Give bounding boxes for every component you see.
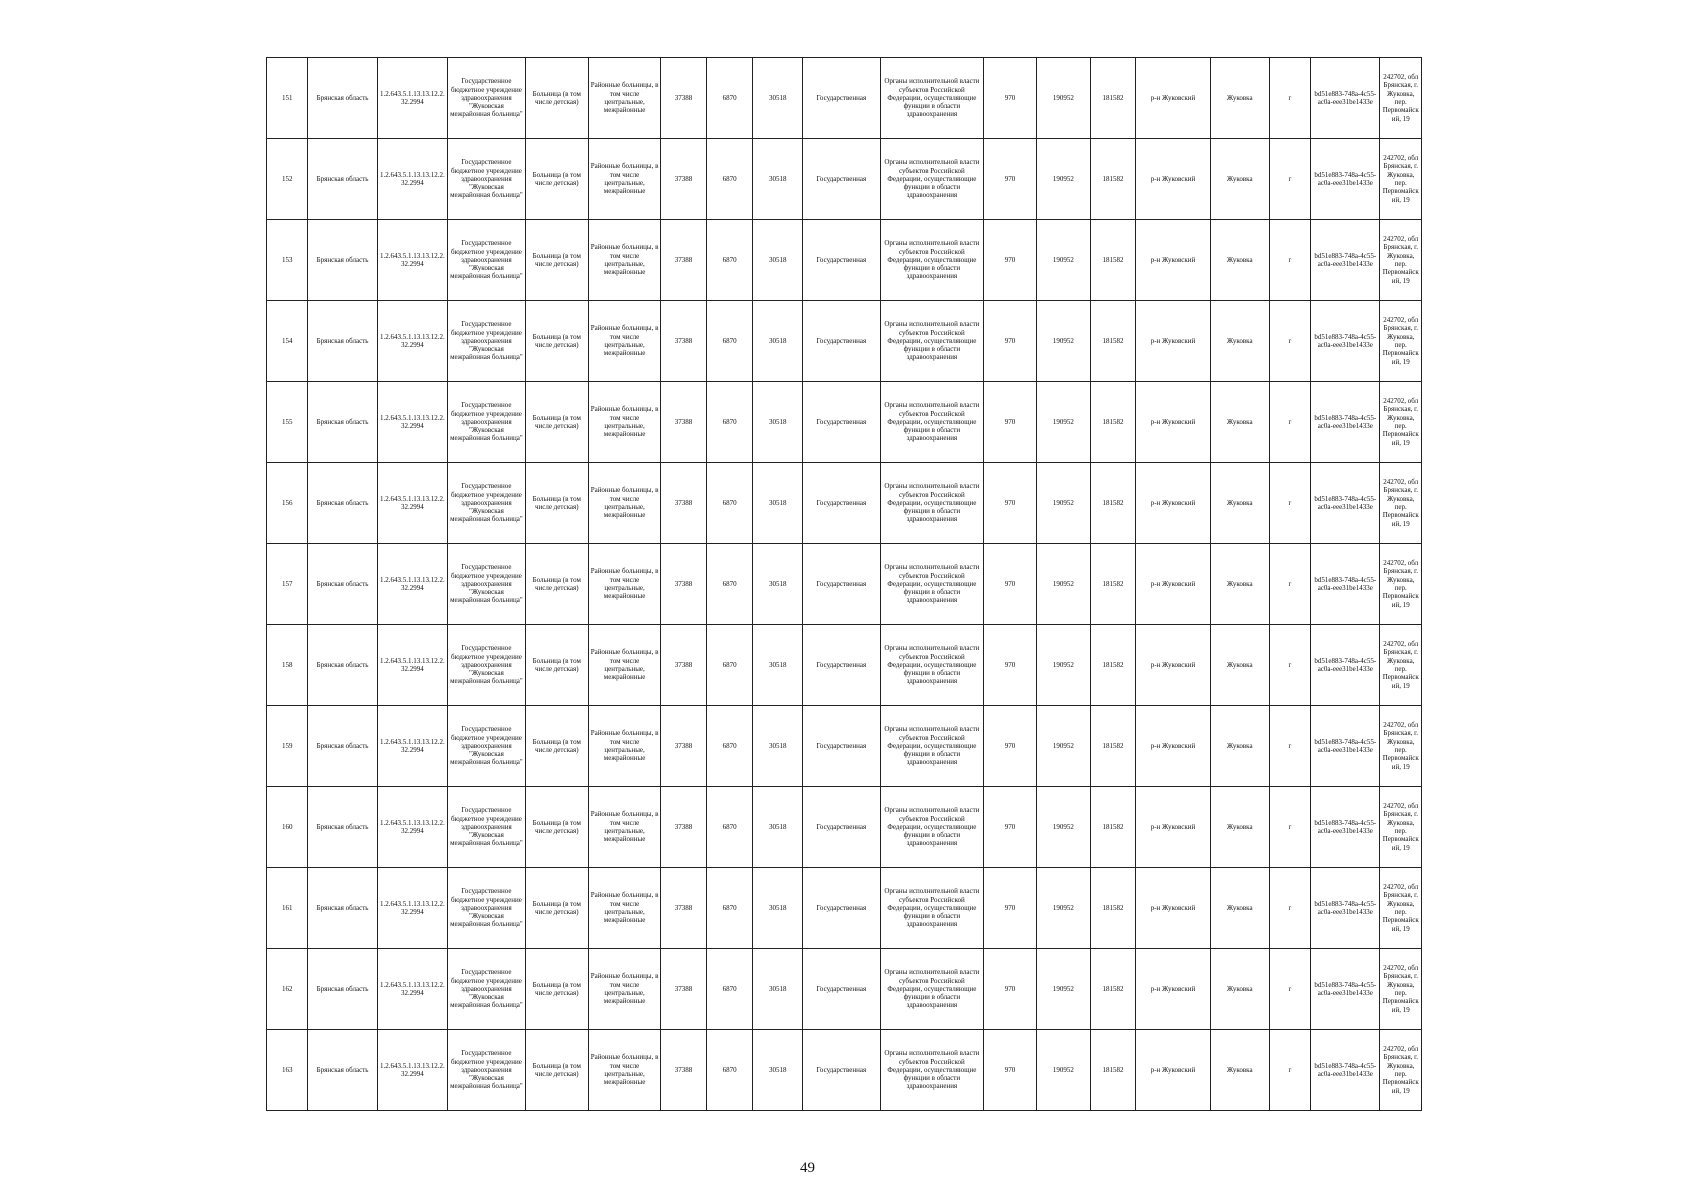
value-cell-3: 30518 [753,301,803,382]
value-cell-5: 190952 [1036,544,1090,625]
authority-cell: Органы исполнительной власти субъектов Российской Федерации, осуществляющие функции в области здравоохранения [880,301,983,382]
settlement-cell: Жуковка [1210,544,1269,625]
facility-type-cell: Больница (в том числе детская) [525,868,588,949]
settlement-cell: Жуковка [1210,139,1269,220]
authority-cell: Органы исполнительной власти субъектов Российской Федерации, осуществляющие функции в области здравоохранения [880,625,983,706]
settlement-type-cell: г [1269,949,1310,1030]
value-cell-5: 190952 [1036,706,1090,787]
facility-type-cell: Больница (в том числе детская) [525,301,588,382]
settlement-cell: Жуковка [1210,868,1269,949]
value-cell-2: 6870 [706,949,753,1030]
value-cell-4: 970 [984,301,1037,382]
value-cell-1: 37388 [661,220,707,301]
district-cell: р-н Жуковский [1136,463,1211,544]
value-cell-1: 37388 [661,139,707,220]
region-cell: Брянская область [308,301,377,382]
region-cell: Брянская область [308,220,377,301]
value-cell-5: 190952 [1036,949,1090,1030]
guid-cell: bd51e883-748a-4c55-ac0a-eee31be1433e [1311,58,1380,139]
settlement-cell: Жуковка [1210,301,1269,382]
value-cell-3: 30518 [753,220,803,301]
value-cell-4: 970 [984,544,1037,625]
value-cell-1: 37388 [661,706,707,787]
value-cell-1: 37388 [661,625,707,706]
value-cell-2: 6870 [706,463,753,544]
settlement-cell: Жуковка [1210,706,1269,787]
value-cell-5: 190952 [1036,868,1090,949]
ownership-cell: Государственная [803,1030,881,1111]
address-cell: 242702, обл Брянская, г. Жуковка, пер. Первомайский, 19 [1380,220,1422,301]
ownership-cell: Государственная [803,868,881,949]
settlement-cell: Жуковка [1210,220,1269,301]
value-cell-6: 181582 [1090,382,1136,463]
district-cell: р-н Жуковский [1136,220,1211,301]
guid-cell: bd51e883-748a-4c55-ac0a-eee31be1433e [1311,463,1380,544]
settlement-type-cell: г [1269,301,1310,382]
region-cell: Брянская область [308,382,377,463]
district-cell: р-н Жуковский [1136,787,1211,868]
settlement-cell: Жуковка [1210,625,1269,706]
value-cell-2: 6870 [706,787,753,868]
facility-subtype-cell: Районные больницы, в том числе центральные, межрайонные [588,463,660,544]
settlement-type-cell: г [1269,58,1310,139]
value-cell-6: 181582 [1090,706,1136,787]
value-cell-4: 970 [984,949,1037,1030]
organization-name-cell: Государственное бюджетное учреждение здравоохранения "Жуковская межрайонная больница" [448,463,526,544]
address-cell: 242702, обл Брянская, г. Жуковка, пер. Первомайский, 19 [1380,787,1422,868]
row-number: 154 [267,301,308,382]
value-cell-2: 6870 [706,220,753,301]
region-cell: Брянская область [308,544,377,625]
value-cell-3: 30518 [753,382,803,463]
address-cell: 242702, обл Брянская, г. Жуковка, пер. Первомайский, 19 [1380,949,1422,1030]
table-row [267,1030,1422,1111]
value-cell-1: 37388 [661,868,707,949]
table-row [267,139,1422,220]
settlement-cell: Жуковка [1210,463,1269,544]
value-cell-6: 181582 [1090,220,1136,301]
oid-cell: 1.2.643.5.1.13.13.12.2.32.2994 [377,1030,447,1111]
organization-name-cell: Государственное бюджетное учреждение здравоохранения "Жуковская межрайонная больница" [448,868,526,949]
address-cell: 242702, обл Брянская, г. Жуковка, пер. Первомайский, 19 [1380,625,1422,706]
oid-cell: 1.2.643.5.1.13.13.12.2.32.2994 [377,868,447,949]
row-number: 161 [267,868,308,949]
authority-cell: Органы исполнительной власти субъектов Российской Федерации, осуществляющие функции в области здравоохранения [880,139,983,220]
organization-name-cell: Государственное бюджетное учреждение здравоохранения "Жуковская межрайонная больница" [448,220,526,301]
row-number: 156 [267,463,308,544]
value-cell-6: 181582 [1090,868,1136,949]
authority-cell: Органы исполнительной власти субъектов Российской Федерации, осуществляющие функции в области здравоохранения [880,382,983,463]
oid-cell: 1.2.643.5.1.13.13.12.2.32.2994 [377,139,447,220]
guid-cell: bd51e883-748a-4c55-ac0a-eee31be1433e [1311,382,1380,463]
value-cell-6: 181582 [1090,1030,1136,1111]
oid-cell: 1.2.643.5.1.13.13.12.2.32.2994 [377,58,447,139]
organization-name-cell: Государственное бюджетное учреждение здравоохранения "Жуковская межрайонная больница" [448,139,526,220]
authority-cell: Органы исполнительной власти субъектов Российской Федерации, осуществляющие функции в области здравоохранения [880,787,983,868]
facility-type-cell: Больница (в том числе детская) [525,949,588,1030]
settlement-type-cell: г [1269,139,1310,220]
region-cell: Брянская область [308,868,377,949]
facility-subtype-cell: Районные больницы, в том числе центральные, межрайонные [588,220,660,301]
guid-cell: bd51e883-748a-4c55-ac0a-eee31be1433e [1311,625,1380,706]
organization-name-cell: Государственное бюджетное учреждение здравоохранения "Жуковская межрайонная больница" [448,625,526,706]
address-cell: 242702, обл Брянская, г. Жуковка, пер. Первомайский, 19 [1380,139,1422,220]
oid-cell: 1.2.643.5.1.13.13.12.2.32.2994 [377,544,447,625]
value-cell-2: 6870 [706,139,753,220]
value-cell-6: 181582 [1090,301,1136,382]
facility-type-cell: Больница (в том числе детская) [525,382,588,463]
row-number: 152 [267,139,308,220]
row-number: 163 [267,1030,308,1111]
region-cell: Брянская область [308,58,377,139]
facility-type-cell: Больница (в том числе детская) [525,139,588,220]
value-cell-1: 37388 [661,544,707,625]
settlement-type-cell: г [1269,1030,1310,1111]
table-row [267,868,1422,949]
region-cell: Брянская область [308,787,377,868]
row-number: 153 [267,220,308,301]
row-number: 158 [267,625,308,706]
ownership-cell: Государственная [803,220,881,301]
ownership-cell: Государственная [803,625,881,706]
guid-cell: bd51e883-748a-4c55-ac0a-eee31be1433e [1311,1030,1380,1111]
district-cell: р-н Жуковский [1136,625,1211,706]
row-number: 151 [267,58,308,139]
table-row [267,544,1422,625]
value-cell-5: 190952 [1036,787,1090,868]
authority-cell: Органы исполнительной власти субъектов Российской Федерации, осуществляющие функции в области здравоохранения [880,544,983,625]
value-cell-5: 190952 [1036,58,1090,139]
facility-type-cell: Больница (в том числе детская) [525,544,588,625]
value-cell-3: 30518 [753,58,803,139]
value-cell-6: 181582 [1090,58,1136,139]
value-cell-1: 37388 [661,58,707,139]
facility-type-cell: Больница (в том числе детская) [525,463,588,544]
ownership-cell: Государственная [803,382,881,463]
facility-type-cell: Больница (в том числе детская) [525,58,588,139]
address-cell: 242702, обл Брянская, г. Жуковка, пер. Первомайский, 19 [1380,1030,1422,1111]
value-cell-3: 30518 [753,463,803,544]
registry-sheet [266,57,1422,1111]
value-cell-4: 970 [984,220,1037,301]
value-cell-3: 30518 [753,1030,803,1111]
settlement-type-cell: г [1269,868,1310,949]
organization-name-cell: Государственное бюджетное учреждение здравоохранения "Жуковская межрайонная больница" [448,706,526,787]
value-cell-5: 190952 [1036,301,1090,382]
organization-name-cell: Государственное бюджетное учреждение здравоохранения "Жуковская межрайонная больница" [448,58,526,139]
settlement-type-cell: г [1269,625,1310,706]
row-number: 162 [267,949,308,1030]
authority-cell: Органы исполнительной власти субъектов Российской Федерации, осуществляющие функции в области здравоохранения [880,463,983,544]
oid-cell: 1.2.643.5.1.13.13.12.2.32.2994 [377,463,447,544]
guid-cell: bd51e883-748a-4c55-ac0a-eee31be1433e [1311,139,1380,220]
table-row [267,382,1422,463]
value-cell-1: 37388 [661,1030,707,1111]
value-cell-5: 190952 [1036,220,1090,301]
facility-type-cell: Больница (в том числе детская) [525,625,588,706]
region-cell: Брянская область [308,139,377,220]
value-cell-5: 190952 [1036,382,1090,463]
value-cell-2: 6870 [706,544,753,625]
district-cell: р-н Жуковский [1136,868,1211,949]
ownership-cell: Государственная [803,301,881,382]
facility-subtype-cell: Районные больницы, в том числе центральные, межрайонные [588,382,660,463]
authority-cell: Органы исполнительной власти субъектов Российской Федерации, осуществляющие функции в области здравоохранения [880,868,983,949]
value-cell-3: 30518 [753,139,803,220]
authority-cell: Органы исполнительной власти субъектов Российской Федерации, осуществляющие функции в области здравоохранения [880,220,983,301]
settlement-type-cell: г [1269,787,1310,868]
value-cell-5: 190952 [1036,139,1090,220]
settlement-cell: Жуковка [1210,382,1269,463]
organization-name-cell: Государственное бюджетное учреждение здравоохранения "Жуковская межрайонная больница" [448,787,526,868]
district-cell: р-н Жуковский [1136,949,1211,1030]
oid-cell: 1.2.643.5.1.13.13.12.2.32.2994 [377,949,447,1030]
value-cell-4: 970 [984,787,1037,868]
value-cell-6: 181582 [1090,544,1136,625]
facility-type-cell: Больница (в том числе детская) [525,1030,588,1111]
ownership-cell: Государственная [803,949,881,1030]
ownership-cell: Государственная [803,58,881,139]
value-cell-5: 190952 [1036,463,1090,544]
registry-table [266,57,1422,1111]
value-cell-4: 970 [984,706,1037,787]
organization-name-cell: Государственное бюджетное учреждение здравоохранения "Жуковская межрайонная больница" [448,1030,526,1111]
authority-cell: Органы исполнительной власти субъектов Российской Федерации, осуществляющие функции в области здравоохранения [880,58,983,139]
value-cell-5: 190952 [1036,1030,1090,1111]
table-row [267,220,1422,301]
ownership-cell: Государственная [803,544,881,625]
page-number: 49 [800,1160,815,1176]
oid-cell: 1.2.643.5.1.13.13.12.2.32.2994 [377,625,447,706]
row-number: 159 [267,706,308,787]
region-cell: Брянская область [308,706,377,787]
value-cell-4: 970 [984,625,1037,706]
value-cell-3: 30518 [753,949,803,1030]
row-number: 157 [267,544,308,625]
facility-subtype-cell: Районные больницы, в том числе центральные, межрайонные [588,706,660,787]
value-cell-1: 37388 [661,463,707,544]
settlement-cell: Жуковка [1210,1030,1269,1111]
facility-subtype-cell: Районные больницы, в том числе центральные, межрайонные [588,58,660,139]
value-cell-3: 30518 [753,868,803,949]
table-row [267,625,1422,706]
address-cell: 242702, обл Брянская, г. Жуковка, пер. Первомайский, 19 [1380,868,1422,949]
guid-cell: bd51e883-748a-4c55-ac0a-eee31be1433e [1311,868,1380,949]
facility-type-cell: Больница (в том числе детская) [525,787,588,868]
value-cell-1: 37388 [661,949,707,1030]
oid-cell: 1.2.643.5.1.13.13.12.2.32.2994 [377,220,447,301]
value-cell-6: 181582 [1090,625,1136,706]
row-number: 160 [267,787,308,868]
facility-subtype-cell: Районные больницы, в том числе центральные, межрайонные [588,787,660,868]
address-cell: 242702, обл Брянская, г. Жуковка, пер. Первомайский, 19 [1380,544,1422,625]
table-row [267,787,1422,868]
ownership-cell: Государственная [803,787,881,868]
district-cell: р-н Жуковский [1136,58,1211,139]
value-cell-2: 6870 [706,868,753,949]
authority-cell: Органы исполнительной власти субъектов Российской Федерации, осуществляющие функции в области здравоохранения [880,706,983,787]
facility-subtype-cell: Районные больницы, в том числе центральные, межрайонные [588,1030,660,1111]
value-cell-3: 30518 [753,787,803,868]
region-cell: Брянская область [308,463,377,544]
district-cell: р-н Жуковский [1136,1030,1211,1111]
value-cell-2: 6870 [706,625,753,706]
settlement-type-cell: г [1269,463,1310,544]
facility-type-cell: Больница (в том числе детская) [525,706,588,787]
value-cell-2: 6870 [706,382,753,463]
table-row [267,706,1422,787]
guid-cell: bd51e883-748a-4c55-ac0a-eee31be1433e [1311,544,1380,625]
district-cell: р-н Жуковский [1136,544,1211,625]
value-cell-2: 6870 [706,706,753,787]
organization-name-cell: Государственное бюджетное учреждение здравоохранения "Жуковская межрайонная больница" [448,949,526,1030]
district-cell: р-н Жуковский [1136,139,1211,220]
settlement-cell: Жуковка [1210,787,1269,868]
value-cell-4: 970 [984,1030,1037,1111]
value-cell-3: 30518 [753,706,803,787]
ownership-cell: Государственная [803,139,881,220]
oid-cell: 1.2.643.5.1.13.13.12.2.32.2994 [377,301,447,382]
value-cell-6: 181582 [1090,787,1136,868]
value-cell-4: 970 [984,58,1037,139]
guid-cell: bd51e883-748a-4c55-ac0a-eee31be1433e [1311,301,1380,382]
facility-type-cell: Больница (в том числе детская) [525,220,588,301]
settlement-cell: Жуковка [1210,949,1269,1030]
district-cell: р-н Жуковский [1136,706,1211,787]
ownership-cell: Государственная [803,463,881,544]
address-cell: 242702, обл Брянская, г. Жуковка, пер. Первомайский, 19 [1380,706,1422,787]
value-cell-2: 6870 [706,301,753,382]
settlement-type-cell: г [1269,706,1310,787]
value-cell-6: 181582 [1090,139,1136,220]
value-cell-4: 970 [984,868,1037,949]
oid-cell: 1.2.643.5.1.13.13.12.2.32.2994 [377,382,447,463]
facility-subtype-cell: Районные больницы, в том числе центральные, межрайонные [588,139,660,220]
facility-subtype-cell: Районные больницы, в том числе центральные, межрайонные [588,301,660,382]
ownership-cell: Государственная [803,706,881,787]
guid-cell: bd51e883-748a-4c55-ac0a-eee31be1433e [1311,949,1380,1030]
value-cell-3: 30518 [753,544,803,625]
region-cell: Брянская область [308,949,377,1030]
table-row [267,58,1422,139]
organization-name-cell: Государственное бюджетное учреждение здравоохранения "Жуковская межрайонная больница" [448,382,526,463]
value-cell-6: 181582 [1090,463,1136,544]
facility-subtype-cell: Районные больницы, в том числе центральные, межрайонные [588,949,660,1030]
district-cell: р-н Жуковский [1136,382,1211,463]
value-cell-3: 30518 [753,625,803,706]
facility-subtype-cell: Районные больницы, в том числе центральные, межрайонные [588,544,660,625]
region-cell: Брянская область [308,1030,377,1111]
district-cell: р-н Жуковский [1136,301,1211,382]
value-cell-1: 37388 [661,382,707,463]
settlement-type-cell: г [1269,544,1310,625]
oid-cell: 1.2.643.5.1.13.13.12.2.32.2994 [377,706,447,787]
row-number: 155 [267,382,308,463]
value-cell-6: 181582 [1090,949,1136,1030]
address-cell: 242702, обл Брянская, г. Жуковка, пер. Первомайский, 19 [1380,58,1422,139]
region-cell: Брянская область [308,625,377,706]
authority-cell: Органы исполнительной власти субъектов Российской Федерации, осуществляющие функции в области здравоохранения [880,1030,983,1111]
authority-cell: Органы исполнительной власти субъектов Российской Федерации, осуществляющие функции в области здравоохранения [880,949,983,1030]
address-cell: 242702, обл Брянская, г. Жуковка, пер. Первомайский, 19 [1380,301,1422,382]
address-cell: 242702, обл Брянская, г. Жуковка, пер. Первомайский, 19 [1380,382,1422,463]
settlement-type-cell: г [1269,382,1310,463]
registry-rows [267,58,1422,1111]
guid-cell: bd51e883-748a-4c55-ac0a-eee31be1433e [1311,220,1380,301]
value-cell-2: 6870 [706,1030,753,1111]
value-cell-1: 37388 [661,787,707,868]
value-cell-2: 6870 [706,58,753,139]
organization-name-cell: Государственное бюджетное учреждение здравоохранения "Жуковская межрайонная больница" [448,301,526,382]
value-cell-4: 970 [984,139,1037,220]
organization-name-cell: Государственное бюджетное учреждение здравоохранения "Жуковская межрайонная больница" [448,544,526,625]
oid-cell: 1.2.643.5.1.13.13.12.2.32.2994 [377,787,447,868]
settlement-cell: Жуковка [1210,58,1269,139]
value-cell-5: 190952 [1036,625,1090,706]
facility-subtype-cell: Районные больницы, в том числе центральные, межрайонные [588,868,660,949]
guid-cell: bd51e883-748a-4c55-ac0a-eee31be1433e [1311,787,1380,868]
table-row [267,949,1422,1030]
value-cell-1: 37388 [661,301,707,382]
table-row [267,301,1422,382]
facility-subtype-cell: Районные больницы, в том числе центральные, межрайонные [588,625,660,706]
value-cell-4: 970 [984,382,1037,463]
value-cell-4: 970 [984,463,1037,544]
guid-cell: bd51e883-748a-4c55-ac0a-eee31be1433e [1311,706,1380,787]
settlement-type-cell: г [1269,220,1310,301]
table-row [267,463,1422,544]
address-cell: 242702, обл Брянская, г. Жуковка, пер. Первомайский, 19 [1380,463,1422,544]
